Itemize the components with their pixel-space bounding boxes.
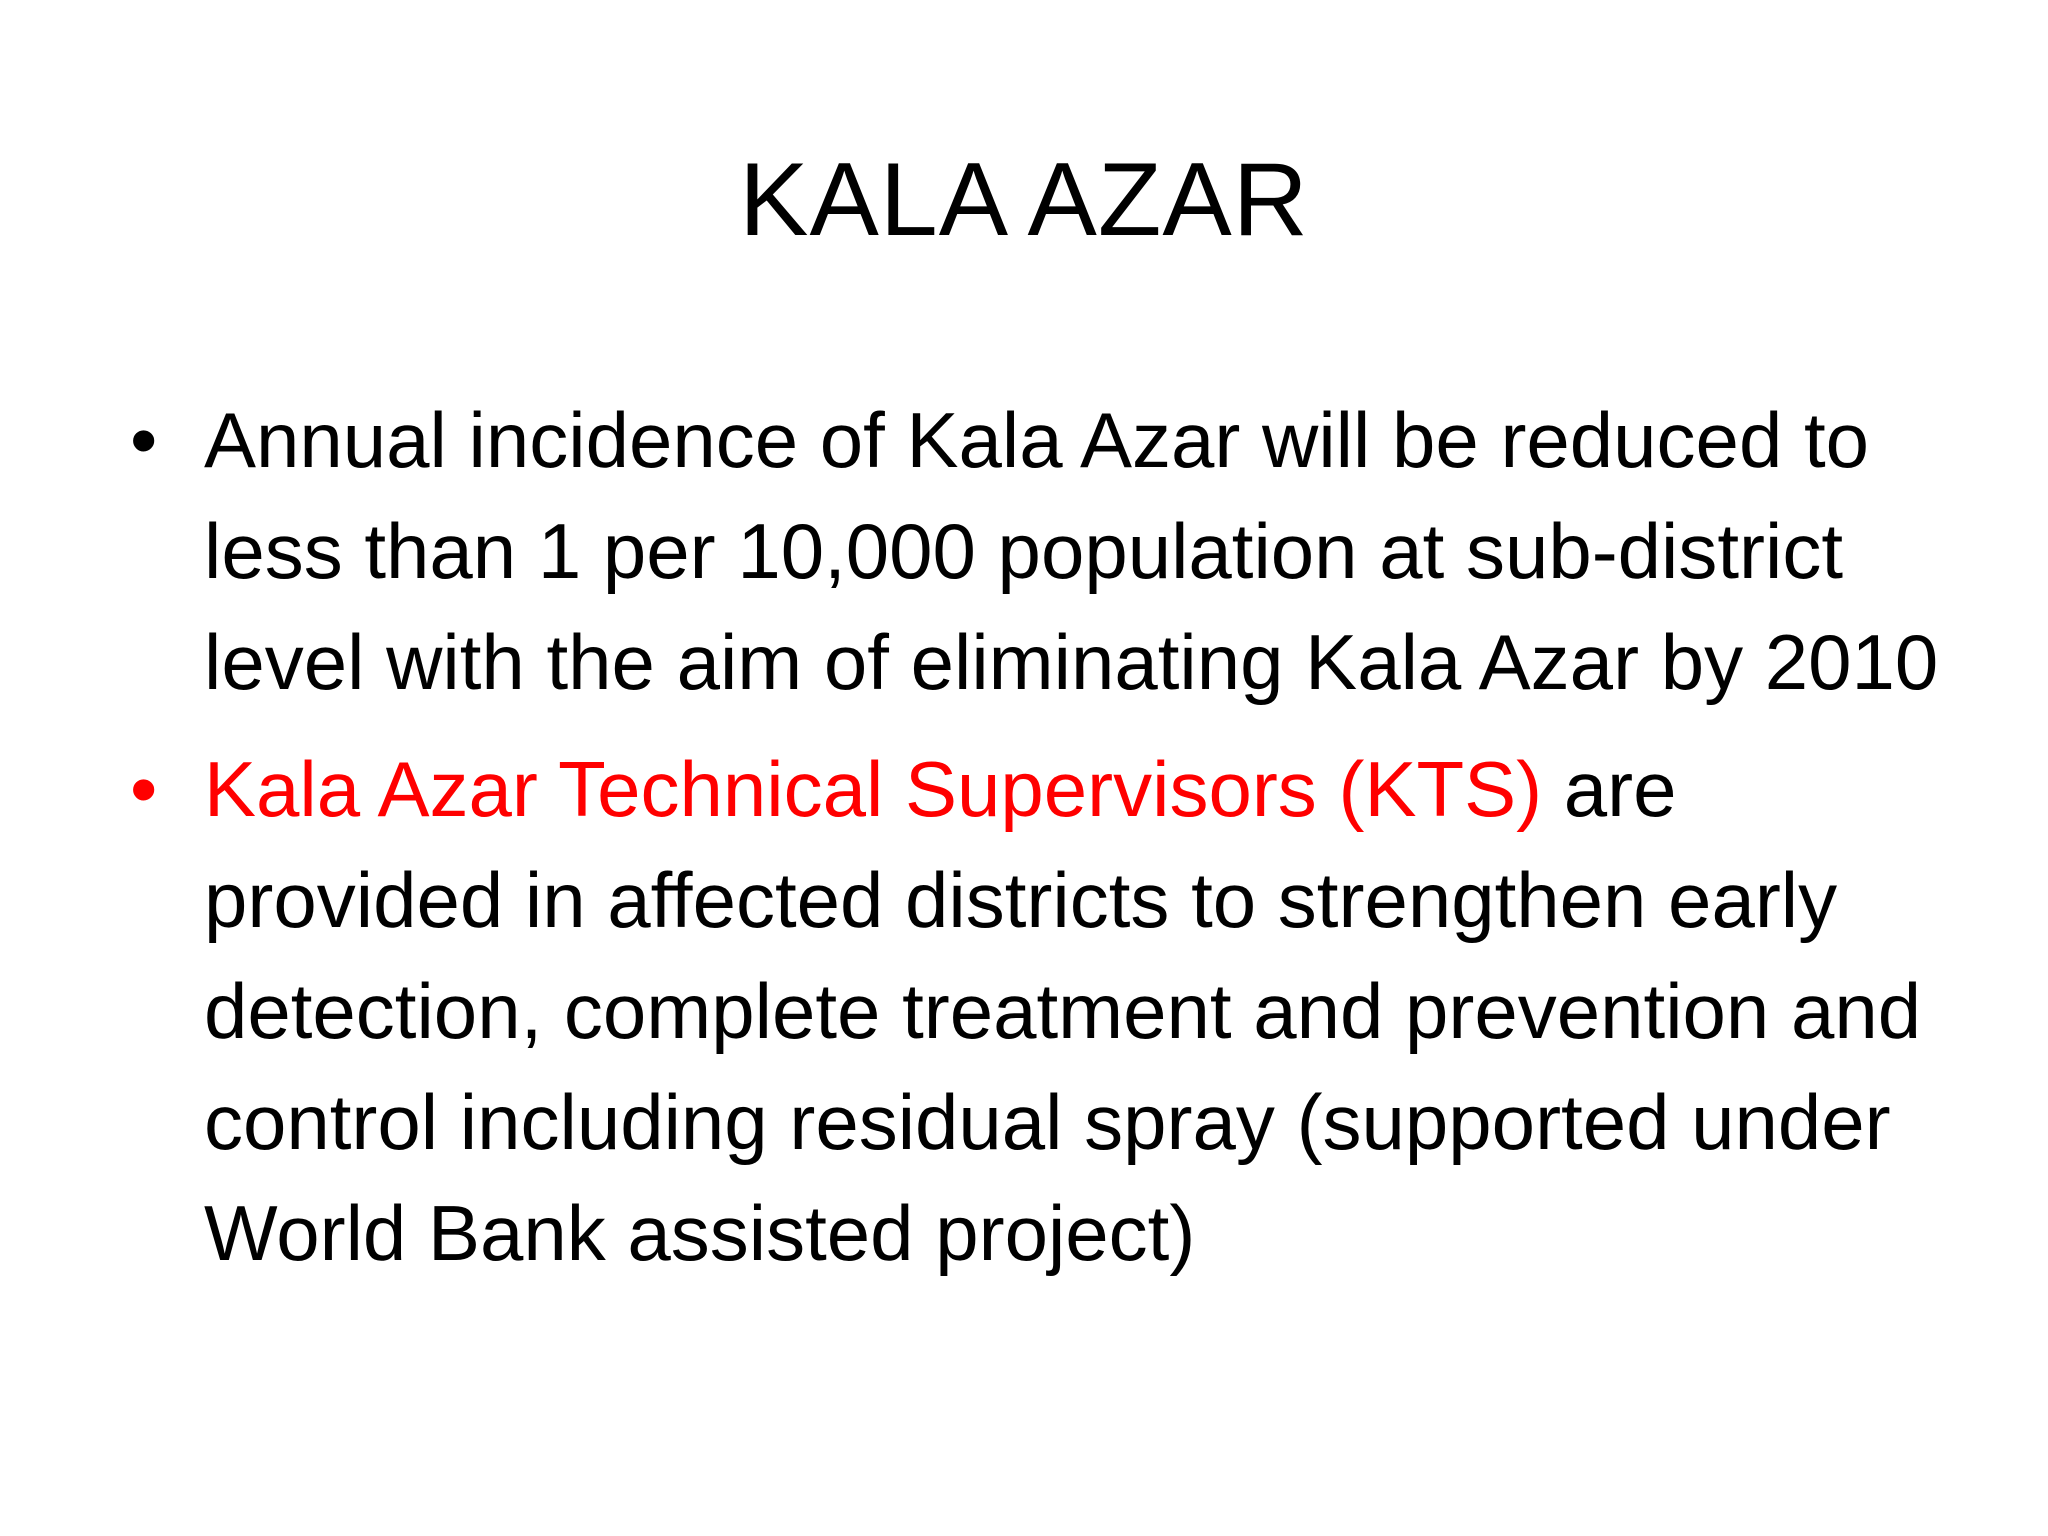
bullet-item (120, 734, 1960, 1289)
bullet-icon: • (130, 396, 158, 484)
bullet-text (204, 385, 1960, 718)
bullet-icon: • (130, 745, 158, 833)
slide-title: KALA AZAR (739, 142, 1309, 258)
bullet-text-body: Annual incidence of Kala Azar will be reduced to less than 1 per 10,000 population at sub-district level with the aim of eliminating Kala Azar by 2010 (204, 396, 1939, 706)
bullet-text-body: are provided in affected districts to strengthen early detection, complete treatment and prevention and control including residual spray (supported under World Bank assisted project) (204, 745, 1922, 1277)
bullet-text (204, 734, 1960, 1289)
bullet-highlight-text: Kala Azar Technical Supervisors (KTS) (204, 745, 1543, 833)
bullet-list (120, 385, 1960, 1305)
bullet-item (120, 385, 1960, 718)
